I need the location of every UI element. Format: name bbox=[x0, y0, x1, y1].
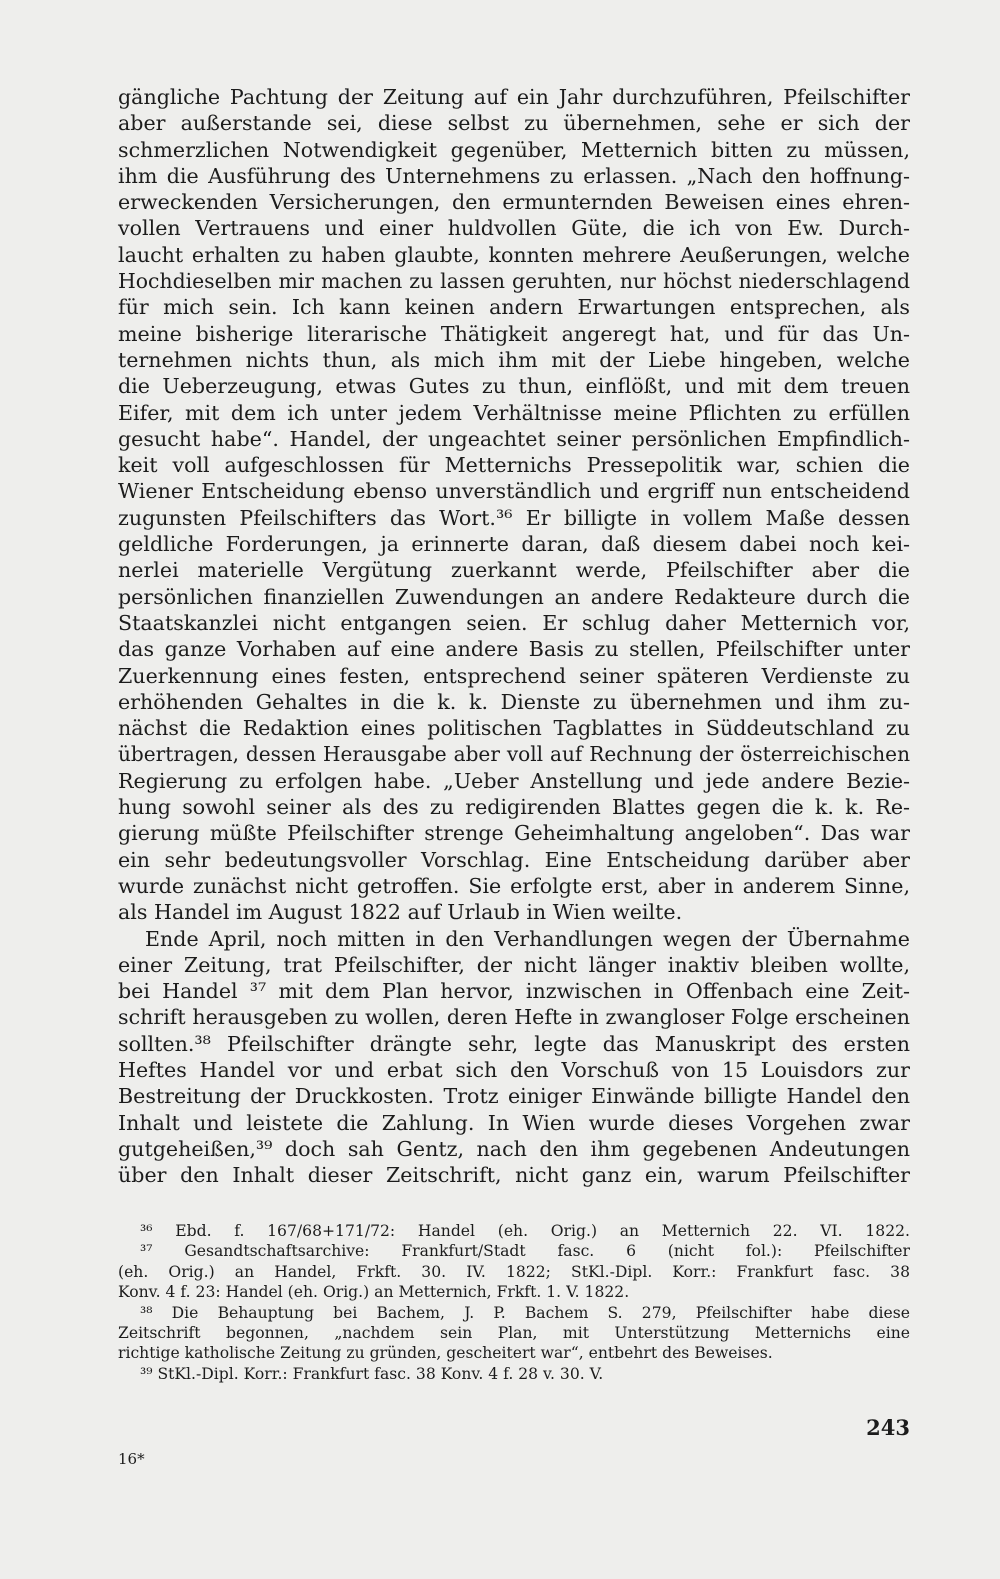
text-line: übertragen, dessen Herausgabe aber voll auf Rechnung der österreichischen bbox=[118, 742, 910, 767]
text-line: bei Handel ³⁷ mit dem Plan hervor, inzwischen in Offenbach eine Zeit- bbox=[118, 979, 910, 1004]
footnote-line: ³⁸ Die Behauptung bei Bachem, J. P. Bachem S. 279, Pfeilschifter habe diese bbox=[140, 1303, 910, 1322]
text-line: einer Zeitung, trat Pfeilschifter, der nicht länger inaktiv bleiben wollte, bbox=[118, 952, 910, 977]
text-line: Hochdieselben mir machen zu lassen geruhten, nur höchst niederschlagend bbox=[118, 269, 910, 294]
text-line: aber außerstande sei, diese selbst zu übernehmen, sehe er sich der bbox=[118, 111, 910, 136]
text-line: über den Inhalt dieser Zeitschrift, nicht ganz ein, warum Pfeilschifter bbox=[118, 1163, 910, 1188]
footnote-line: ³⁷ Gesandtschaftsarchive: Frankfurt/Stadt fasc. 6 (nicht fol.): Pfeilschifter bbox=[140, 1242, 910, 1261]
text-line: nerlei materielle Vergütung zuerkannt werde, Pfeilschifter aber die bbox=[118, 558, 910, 583]
text-line: ein sehr bedeutungsvoller Vorschlag. Eine Entscheidung darüber aber bbox=[118, 847, 910, 872]
text-line: als Handel im August 1822 auf Urlaub in Wien weilte. bbox=[118, 900, 683, 925]
text-line: geldliche Forderungen, ja erinnerte daran, daß diesem dabei noch kei- bbox=[118, 532, 910, 557]
text-line: schmerzlichen Notwendigkeit gegenüber, Metternich bitten zu müssen, bbox=[118, 137, 910, 162]
text-line: persönlichen finanziellen Zuwendungen an andere Redakteure durch die bbox=[118, 584, 910, 609]
text-line: zugunsten Pfeilschifters das Wort.³⁶ Er billigte in vollem Maße dessen bbox=[118, 505, 910, 530]
text-line: gierung müßte Pfeilschifter strenge Geheimhaltung angeloben“. Das war bbox=[118, 821, 910, 846]
page-number: 243 bbox=[866, 1415, 910, 1440]
text-line: Inhalt und leistete die Zahlung. In Wien wurde dieses Vorgehen zwar bbox=[118, 1110, 910, 1135]
footnote-line: ³⁹ StKl.-Dipl. Korr.: Frankfurt fasc. 38 Konv. 4 f. 28 v. 30. V. bbox=[140, 1364, 604, 1383]
text-line: Staatskanzlei nicht entgangen seien. Er schlug daher Metternich vor, bbox=[118, 610, 910, 635]
text-line: gesucht habe“. Handel, der ungeachtet seiner persönlichen Empfindlich- bbox=[118, 426, 910, 451]
footnote-line: ³⁶ Ebd. f. 167/68+171/72: Handel (eh. Orig.) an Metternich 22. VI. 1822. bbox=[140, 1222, 910, 1240]
footnote-line: Konv. 4 f. 23: Handel (eh. Orig.) an Metternich, Frkft. 1. V. 1822. bbox=[118, 1283, 630, 1302]
text-line: schrift herausgeben zu wollen, deren Hefte in zwangloser Folge erscheinen bbox=[118, 1005, 910, 1030]
footnote-line: (eh. Orig.) an Handel, Frkft. 30. IV. 1822; StKl.-Dipl. Korr.: Frankfurt fasc. 38 bbox=[118, 1262, 910, 1281]
text-line: für mich sein. Ich kann keinen andern Erwartungen entsprechen, als bbox=[118, 295, 910, 320]
text-line: Zuerkennung eines festen, entsprechend seiner späteren Verdienste zu bbox=[118, 663, 910, 688]
text-line: die Ueberzeugung, etwas Gutes zu thun, einflößt, und mit dem treuen bbox=[118, 374, 910, 399]
text-line: gutgeheißen,³⁹ doch sah Gentz, nach den ihm gegebenen Andeutungen bbox=[118, 1136, 910, 1161]
footnotes bbox=[118, 1221, 910, 1384]
footnote-line: Zeitschrift begonnen, „nachdem sein Plan, mit Unterstützung Metternichs eine bbox=[118, 1324, 910, 1343]
text-line: Bestreitung der Druckkosten. Trotz einiger Einwände billigte Handel den bbox=[118, 1084, 910, 1109]
text-line: das ganze Vorhaben auf eine andere Basis zu stellen, Pfeilschifter unter bbox=[118, 637, 910, 662]
text-line: vollen Vertrauens und einer huldvollen Güte, die ich von Ew. Durch- bbox=[118, 216, 910, 241]
text-line: laucht erhalten zu haben glaubte, konnten mehrere Aeußerungen, welche bbox=[118, 242, 910, 267]
text-line: Ende April, noch mitten in den Verhandlungen wegen der Übernahme bbox=[145, 926, 910, 951]
text-line: ternehmen nichts thun, als mich ihm mit der Liebe hingeben, welche bbox=[118, 347, 910, 372]
text-line: Wiener Entscheidung ebenso unverständlich und ergriff nun entscheidend bbox=[118, 479, 910, 504]
text-line: gängliche Pachtung der Zeitung auf ein Jahr durchzuführen, Pfeilschifter bbox=[118, 85, 910, 109]
text-line: ihm die Ausführung des Unternehmens zu erlassen. „Nach den hoffnung- bbox=[118, 163, 910, 188]
text-line: wurde zunächst nicht getroffen. Sie erfolgte erst, aber in anderem Sinne, bbox=[118, 873, 910, 898]
text-line: sollten.³⁸ Pfeilschifter drängte sehr, legte das Manuskript des ersten bbox=[118, 1031, 910, 1056]
main-text bbox=[118, 84, 910, 1188]
text-line: erweckenden Versicherungen, den ermunternden Beweisen eines ehren- bbox=[118, 190, 910, 215]
text-line: hung sowohl seiner als des zu redigirenden Blattes gegen die k. k. Re- bbox=[118, 795, 910, 820]
text-line: meine bisherige literarische Thätigkeit angeregt hat, und für das Un- bbox=[118, 321, 910, 346]
text-line: keit voll aufgeschlossen für Metternichs Pressepolitik war, schien die bbox=[118, 453, 910, 478]
text-line: Regierung zu erfolgen habe. „Ueber Anstellung und jede andere Bezie- bbox=[118, 768, 910, 793]
text-line: erhöhenden Gehaltes in die k. k. Dienste zu übernehmen und ihm zu- bbox=[118, 689, 910, 714]
text-line: Eifer, mit dem ich unter jedem Verhältnisse meine Pflichten zu erfüllen bbox=[118, 400, 910, 425]
signature-mark: 16* bbox=[118, 1450, 145, 1468]
text-line: Heftes Handel vor und erbat sich den Vorschuß von 15 Louisdors zur bbox=[118, 1057, 910, 1082]
text-line: nächst die Redaktion eines politischen Tagblattes in Süddeutschland zu bbox=[118, 716, 910, 741]
footnote-line: richtige katholische Zeitung zu gründen, gescheitert war“, entbehrt des Beweises. bbox=[118, 1344, 773, 1363]
